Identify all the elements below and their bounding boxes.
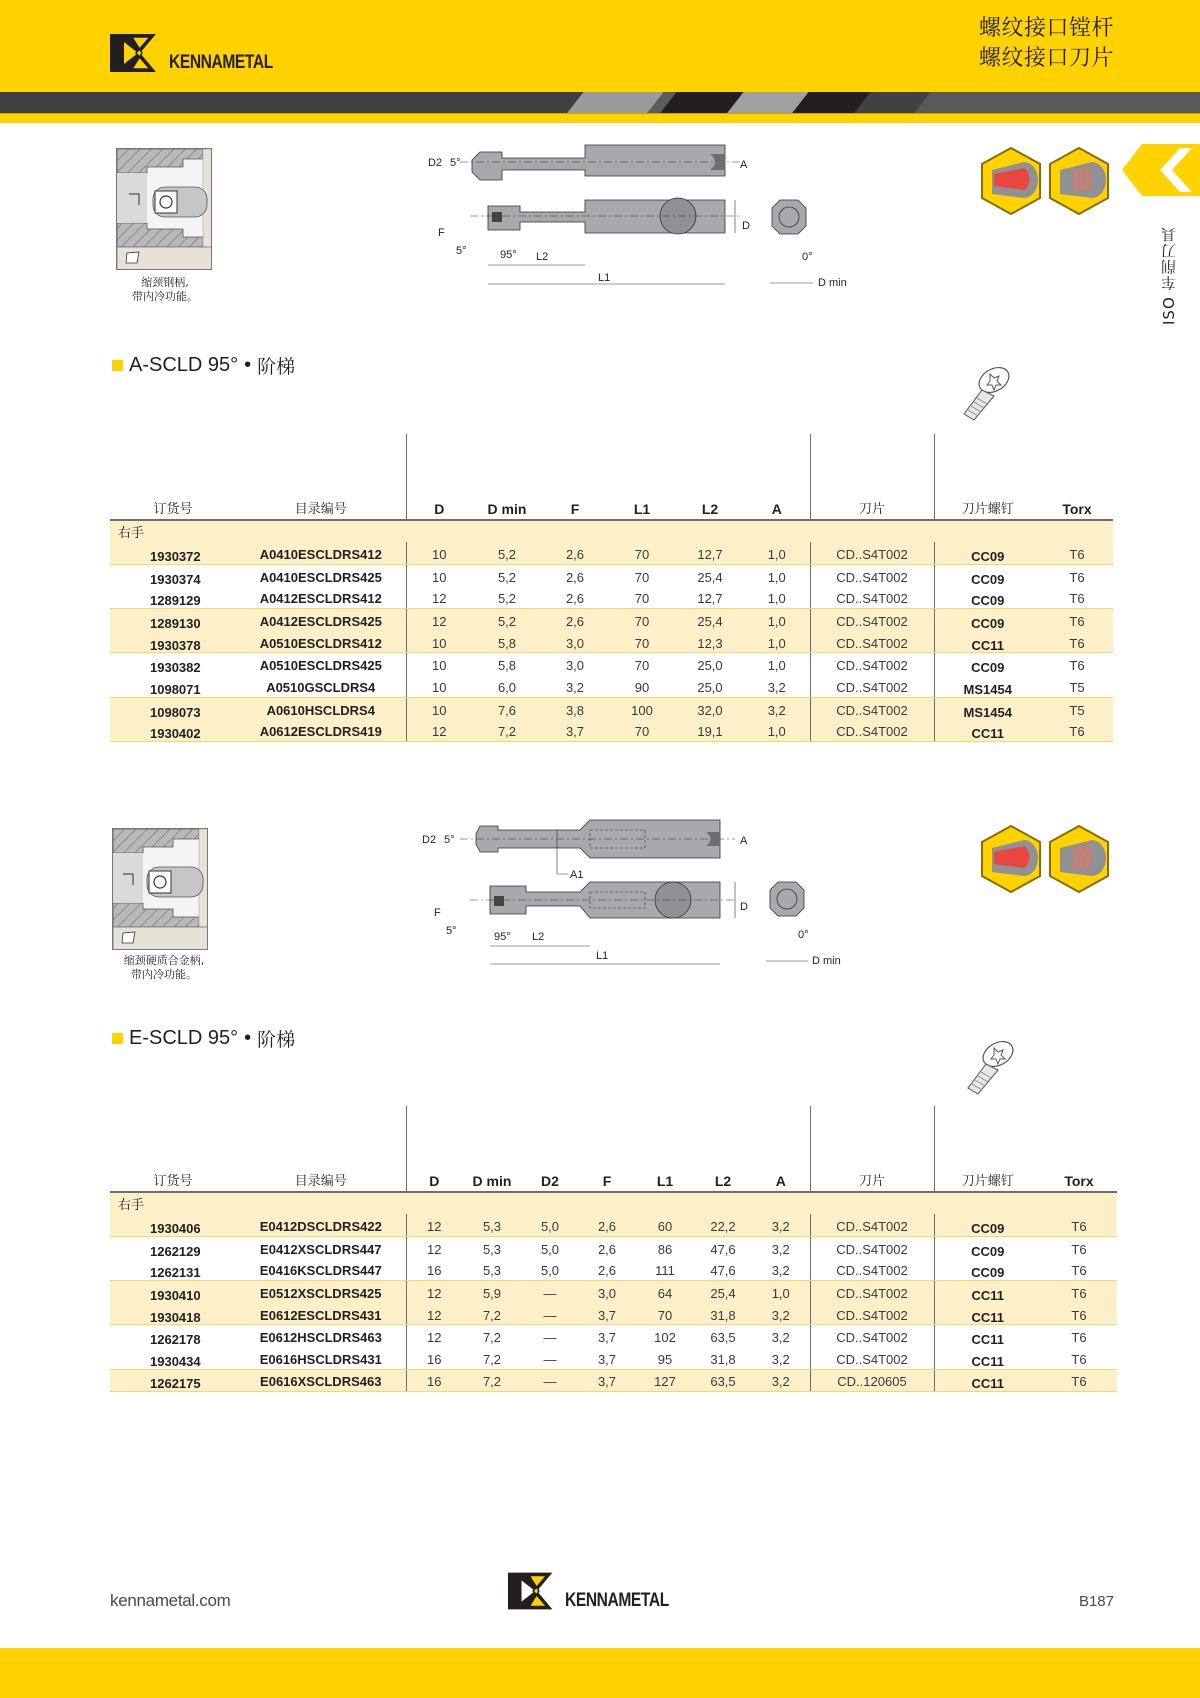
page-header [0, 0, 1200, 92]
col-L2: L2 [676, 434, 744, 520]
group-row-right-hand: 右手 [110, 520, 1113, 542]
torx-screw-icon [954, 362, 1018, 426]
torx-screw-icon [958, 1036, 1022, 1100]
table-row[interactable]: 1262129 E0412XSCLDRS447 12 5,3 5,0 2,6 86 47,6 3,2 CD..S4T002 CC09 T6 [110, 1236, 1117, 1258]
col-F: F [542, 434, 608, 520]
col-D2: D2 [522, 1106, 578, 1192]
side-tab-label: ISO 车削刀具 [1160, 226, 1178, 325]
table-row[interactable]: 1930372 A0410ESCLDRS412 10 5,2 2,6 70 12,7 1,0 CD..S4T002 CC09 T6 [110, 542, 1113, 564]
section-a-application-icons [980, 146, 1110, 216]
col-torx: Torx [1041, 434, 1113, 520]
col-F: F [578, 1106, 636, 1192]
page-title-line2: 螺纹接口刀片 [978, 46, 1114, 71]
section-a-title: A-SCLD 95° • 阶梯 [112, 352, 295, 379]
table-row[interactable]: 1930418 E0612ESCLDRS431 12 7,2 — 3,7 70 31,8 3,2 CD..S4T002 CC11 T6 [110, 1303, 1117, 1325]
table-row[interactable]: 1930434 E0616HSCLDRS431 16 7,2 — 3,7 95 31,8 3,2 CD..S4T002 CC11 T6 [110, 1347, 1117, 1369]
side-tab-chevron-icon [1122, 144, 1200, 196]
section-a-tool-dimension-drawing [420, 140, 860, 290]
yellow-square-bullet-icon [112, 1033, 123, 1044]
boring-operation-icon [980, 146, 1042, 216]
col-D: D [406, 1106, 462, 1192]
yellow-square-bullet-icon [112, 360, 123, 371]
svg-text:95°: 95° [500, 249, 517, 261]
col-catalog-number: 目录编号 [236, 434, 406, 520]
col-L2: L2 [694, 1106, 752, 1192]
col-order-number: 订货号 [110, 1106, 236, 1192]
svg-text:D: D [742, 220, 750, 232]
col-L1: L1 [636, 1106, 694, 1192]
section-e-spec-table [110, 1106, 1117, 1392]
svg-text:A: A [740, 159, 748, 171]
table-row[interactable]: 1930378 A0510ESCLDRS412 10 5,8 3,0 70 12,3 1,0 CD..S4T002 CC11 T6 [110, 631, 1113, 653]
svg-text:D: D [740, 901, 748, 913]
svg-text:D2: D2 [422, 834, 437, 846]
kennametal-k-icon [110, 34, 168, 72]
svg-text:D2: D2 [428, 157, 443, 169]
section-e-tool-dimension-drawing [420, 818, 860, 968]
col-L1: L1 [608, 434, 676, 520]
table-row[interactable]: 1930410 E0512XSCLDRS425 12 5,9 — 3,0 64 25,4 1,0 CD..S4T002 CC11 T6 [110, 1281, 1117, 1303]
section-e-application-image [112, 828, 208, 950]
decorative-stripe-bar [0, 92, 1200, 114]
section-a-thumb-caption: 缩颈钢柄, 带内冷功能。 [132, 276, 198, 303]
col-insert-screw: 刀片螺钉 [934, 434, 1041, 520]
col-Dmin: D min [472, 434, 542, 520]
svg-text:5°: 5° [444, 834, 455, 846]
col-torx: Torx [1041, 1106, 1117, 1192]
svg-text:5°: 5° [446, 925, 457, 937]
logo-wordmark: KENNAMETAL [565, 1590, 669, 1611]
boring-application-icon [117, 149, 212, 270]
page-title-line1: 螺纹接口镗杆 [978, 16, 1114, 41]
svg-text:0°: 0° [802, 251, 813, 263]
col-catalog-number: 目录编号 [236, 1106, 406, 1192]
section-e-application-icons [980, 824, 1110, 894]
section-a-application-image [116, 148, 212, 270]
svg-text:A: A [740, 835, 748, 847]
kennametal-logo [110, 34, 296, 72]
section-e-thumb-caption: 缩颈硬质合金柄, 带内冷功能。 [123, 954, 205, 981]
svg-text:L2: L2 [532, 931, 545, 943]
footer-accent-bar [0, 1648, 1200, 1698]
header-accent-bar [0, 114, 1200, 123]
col-Dmin: D min [462, 1106, 522, 1192]
table-row[interactable]: 1930406 E0412DSCLDRS422 12 5,3 5,0 2,6 60 22,2 3,2 CD..S4T002 CC09 T6 [110, 1214, 1117, 1236]
logo-wordmark: KENNAMETAL [169, 52, 273, 73]
svg-text:F: F [434, 907, 441, 919]
svg-text:5°: 5° [456, 245, 467, 257]
col-insert: 刀片 [810, 1106, 934, 1192]
group-row-right-hand: 右手 [110, 1192, 1117, 1214]
section-e-title: E-SCLD 95° • 阶梯 [112, 1025, 295, 1052]
col-order-number: 订货号 [110, 434, 236, 520]
section-a-spec-table [110, 434, 1113, 742]
col-insert: 刀片 [810, 434, 934, 520]
svg-text:L2: L2 [536, 251, 549, 263]
svg-text:D min: D min [812, 955, 841, 967]
svg-text:A1: A1 [570, 869, 584, 881]
table-row[interactable]: 1289129 A0412ESCLDRS412 12 5,2 2,6 70 12,7 1,0 CD..S4T002 CC09 T6 [110, 586, 1113, 608]
col-insert-screw: 刀片螺钉 [934, 1106, 1041, 1192]
svg-text:L1: L1 [598, 272, 611, 284]
table-header-row [110, 434, 1113, 520]
svg-text:D min: D min [818, 277, 847, 289]
col-A: A [744, 434, 810, 520]
svg-text:95°: 95° [494, 931, 511, 943]
table-row[interactable]: 1930402 A0612ESCLDRS419 12 7,2 3,7 70 19,1 1,0 CD..S4T002 CC11 T6 [110, 720, 1113, 742]
svg-text:L1: L1 [596, 950, 609, 962]
svg-text:5°: 5° [450, 157, 461, 169]
threading-operation-icon [1048, 146, 1110, 216]
kennametal-k-icon [508, 1572, 564, 1610]
page-title [979, 14, 1114, 74]
table-row[interactable]: 1930382 A0510ESCLDRS425 10 5,8 3,0 70 25,0 1,0 CD..S4T002 CC09 T6 [110, 653, 1113, 675]
boring-operation-icon [980, 824, 1042, 894]
website-link[interactable]: kennametal.com [110, 1591, 231, 1610]
page-number: B187 [1078, 1593, 1114, 1610]
table-row[interactable]: 1930374 A0410ESCLDRS425 10 5,2 2,6 70 25,4 1,0 CD..S4T002 CC09 T6 [110, 564, 1113, 586]
svg-text:F: F [438, 227, 445, 239]
table-row[interactable]: 1289130 A0412ESCLDRS425 12 5,2 2,6 70 25,4 1,0 CD..S4T002 CC09 T6 [110, 609, 1113, 631]
table-row[interactable]: 1098073 A0610HSCLDRS4 10 7,6 3,8 100 32,0 3,2 CD..S4T002 MS1454 T5 [110, 697, 1113, 719]
table-row[interactable]: 1098071 A0510GSCLDRS4 10 6,0 3,2 90 25,0 3,2 CD..S4T002 MS1454 T5 [110, 675, 1113, 697]
table-row[interactable]: 1262175 E0616XSCLDRS463 16 7,2 — 3,7 127 63,5 3,2 CD..120605 CC11 T6 [110, 1369, 1117, 1391]
table-row[interactable]: 1262178 E0612HSCLDRS463 12 7,2 — 3,7 102 63,5 3,2 CD..S4T002 CC11 T6 [110, 1325, 1117, 1347]
col-D: D [406, 434, 472, 520]
boring-application-icon [113, 829, 208, 950]
col-A: A [752, 1106, 810, 1192]
threading-operation-icon [1048, 824, 1110, 894]
footer-kennametal-logo [508, 1572, 692, 1610]
table-row[interactable]: 1262131 E0416KSCLDRS447 16 5,3 5,0 2,6 111 47,6 3,2 CD..S4T002 CC09 T6 [110, 1258, 1117, 1280]
table-header-row [110, 1106, 1117, 1192]
svg-text:0°: 0° [798, 929, 809, 941]
